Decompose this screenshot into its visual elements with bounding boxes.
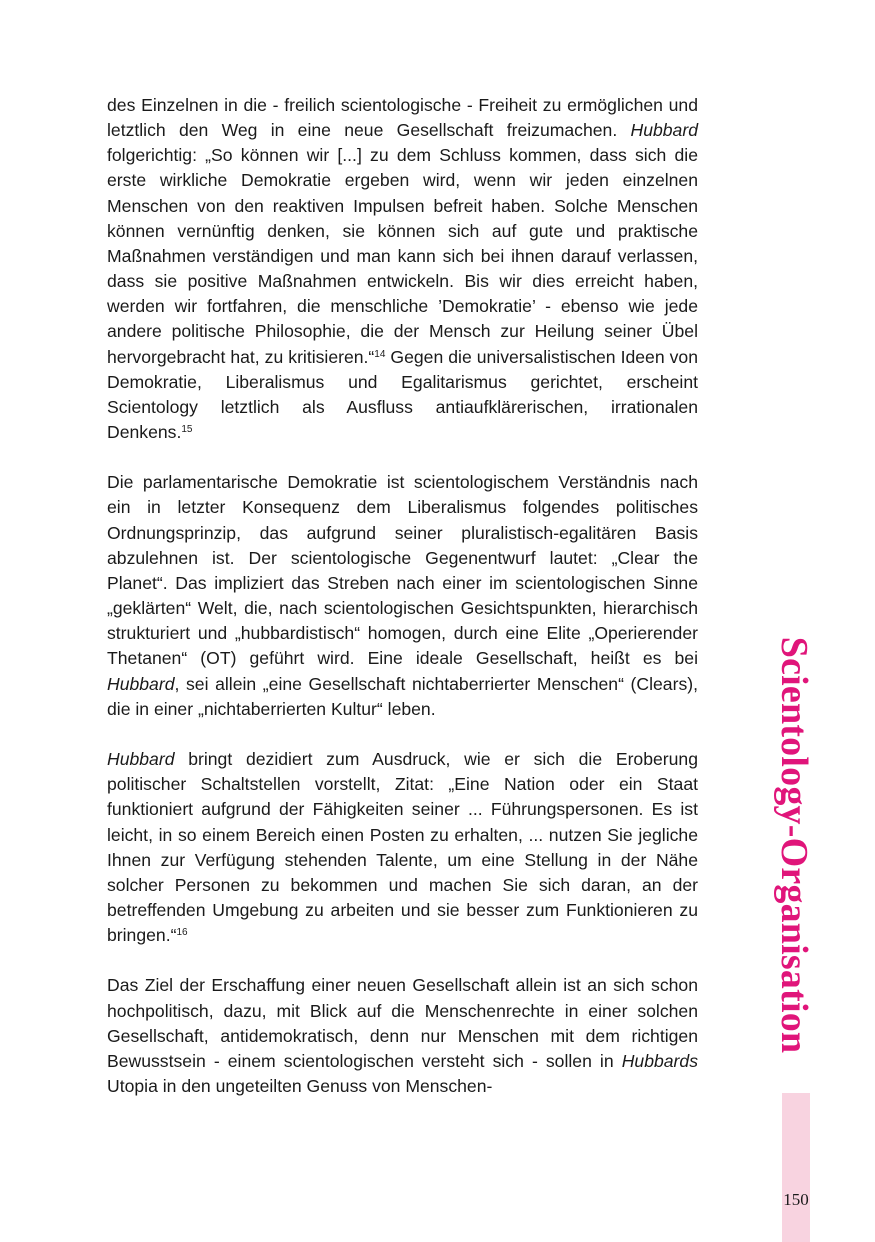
footnote-ref-16[interactable]: 16	[176, 927, 188, 939]
page-number: 150	[783, 1190, 809, 1209]
page-tab	[782, 1093, 810, 1242]
author-name: Hubbards	[621, 1050, 698, 1071]
footnote-ref-14[interactable]: 14	[374, 348, 386, 360]
paragraph-3: Hubbard bringt dezidiert zum Ausdruck, wie er sich die Eroberung politischer Schaltstellen vorstellt, Zitat: „Eine Nation oder ein Staat funktioniert aufgrund der Fähigkeiten seiner ... Führungspersonen. Es ist leicht, in so einem Bereich einen Posten zu erhalten, ... nutzen Sie jegliche Ihnen zur Verfügung stehenden Talente, um eine Stellung in der Nähe solcher Personen zu bekommen und machen Sie sich daran, an der betreffenden Umgebung zu arbeiten und sie besser zum Funktionieren zu bringen.“$^{16}$	[107, 749, 698, 946]
chapter-side-title	[767, 638, 821, 1052]
paragraph-4: Das Ziel der Erschaffung einer neuen Gesellschaft allein ist an sich schon hochpolitisch, dazu, mit Blick auf die Menschenrechte in einer solchen Gesellschaft, antidemokratisch, denn nur Menschen mit dem richtigen Bewusstsein - einem scientologischen versteht sich - sollen in Hubbards Utopia in den ungeteilten Genuss von Menschen-	[107, 975, 698, 1097]
paragraph-2: Die parlamentarische Demokratie ist scientologischem Verständnis nach ein in letzter Konsequenz dem Liberalismus folgendes politisches Ordnungsprinzip, das aufgrund seiner pluralistisch-egalitären Basis abzulehnen ist. Der scientologische Gegenentwurf lautet: „Clear the Planet“. Das impliziert das Streben nach einer im scientologischen Sinne „geklärten“ Welt, die, nach scientologischen Gesichtspunkten, hierarchisch strukturiert und „hubbardistisch“ homogen, durch eine Elite „Operierender Thetanen“ (OT) geführt wird. Eine ideale Gesellschaft, heißt es bei Hubbard, sei allein „eine Gesellschaft nichtaberrierter Menschen“ (Clears), die in einer „nichtaberrierten Kultur“ leben.	[107, 472, 698, 719]
chapter-side-title-text: Scientology-Organisation	[773, 636, 816, 1054]
author-name: Hubbard	[107, 749, 175, 770]
footnote-ref-15[interactable]: 15	[181, 424, 193, 436]
body-text	[107, 93, 698, 1124]
author-name: Hubbard	[107, 673, 175, 694]
paragraph-1: des Einzelnen in die - freilich scientologische - Freiheit zu ermöglichen und letztlich den Weg in eine neue Gesellschaft freizumachen. Hubbard folgerichtig: „So können wir [...] zu dem Schluss kommen, dass sich die erste wirkliche Demokratie ergeben wird, wenn wir jeden einzelnen Menschen von den reaktiven Impulsen befreit haben. Solche Menschen können vernünftig denken, sie können sich auf gute und praktische Maßnahmen verständigen und man kann sich bei ihnen darauf verlassen, dass sie positive Maßnahmen entwickeln. Bis wir dies erreicht haben, werden wir fortfahren, die menschliche ’Demokratie’ - ebenso wie jede andere politische Philosophie, die der Mensch zur Heilung seiner Übel hervorgebracht hat, zu kritisieren.“$^{14}$ Gegen die universalistischen Ideen von Demokratie, Liberalismus und Egalitarismus gerichtet, erscheint Scientology letztlich als Ausfluss antiaufklärerischen, irrationalen Denkens.$^{15}$	[107, 95, 698, 443]
author-name: Hubbard	[630, 120, 698, 141]
